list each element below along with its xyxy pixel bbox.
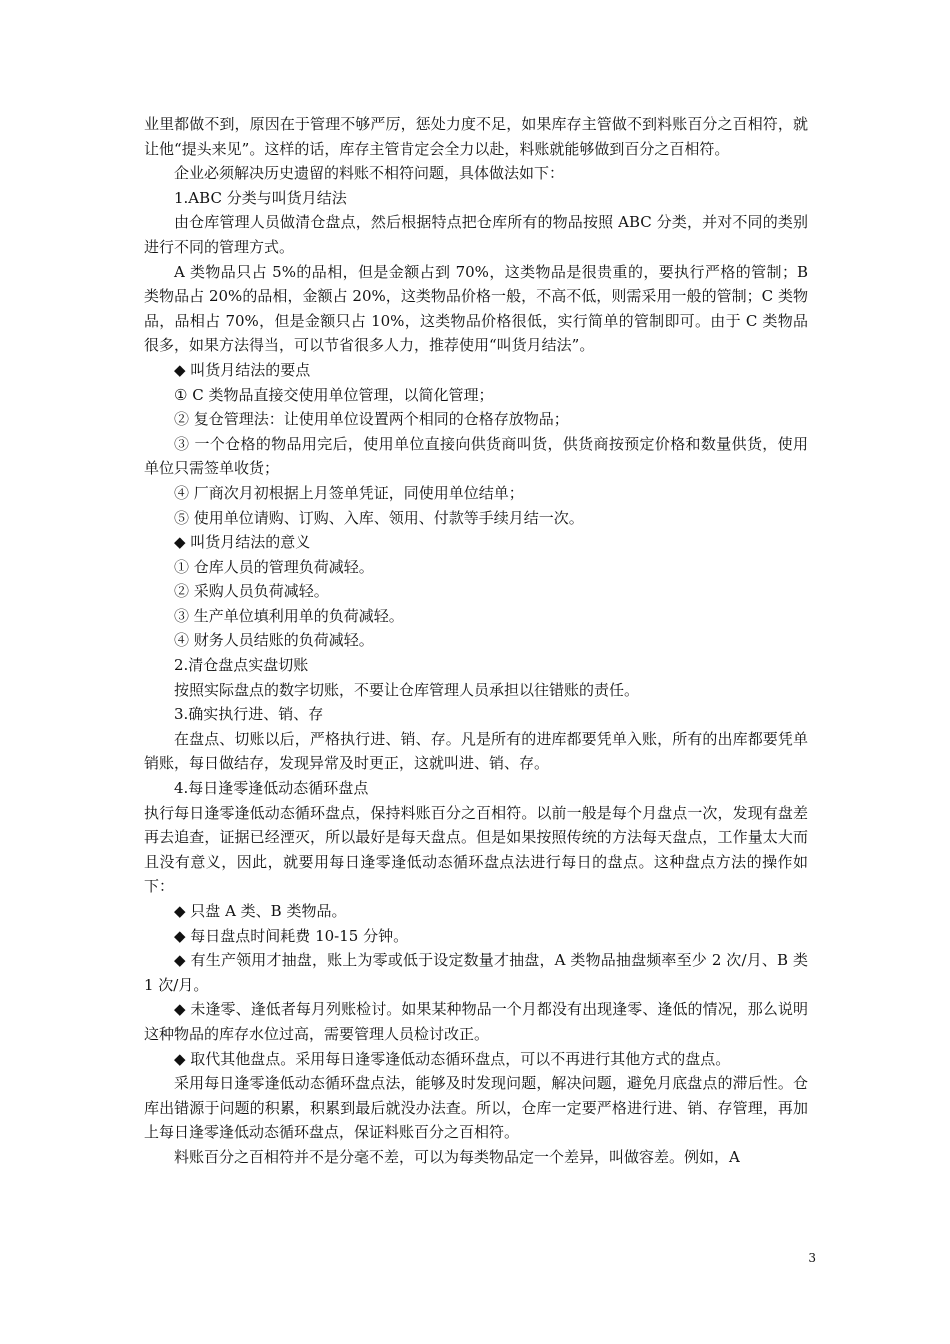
paragraph: ③ 一个仓格的物品用完后，使用单位直接向供货商叫货，供货商按预定价格和数量供货，使用单位只需签单收货； (144, 434, 808, 478)
paragraph: ① 仓库人员的管理负荷减轻。 (174, 557, 374, 576)
paragraph: 在盘点、切账以后，严格执行进、销、存。凡是所有的进库都要凭单入账，所有的出库都要凭单销账，每日做结存，发现异常及时更正，这就叫进、销、存。 (144, 729, 808, 773)
paragraph: ⑤ 使用单位请购、订购、入库、领用、付款等手续月结一次。 (174, 508, 584, 527)
paragraph: ① C 类物品直接交使用单位管理，以简化管理； (174, 385, 494, 404)
page-number: 3 (808, 1251, 816, 1265)
paragraph: 企业必须解决历史遗留的料账不相符问题，具体做法如下： (174, 164, 565, 183)
paragraph: 2.清仓盘点实盘切账 (174, 656, 309, 675)
paragraph: ② 采购人员负荷减轻。 (174, 582, 329, 601)
paragraph: 料账百分之百相符并不是分毫不差，可以为每类物品定一个差异，叫做容差。例如，A (174, 1147, 740, 1166)
paragraph: ◆ 未逢零、逢低者每月列账检讨。如果某种物品一个月都没有出现逢零、逢低的情况，那么说明这种物品的库存水位过高，需要管理人员检讨改正。 (144, 1000, 808, 1043)
paragraph: ◆ 叫货月结法的意义 (174, 533, 311, 552)
document-body (144, 112, 808, 1170)
paragraph: ◆ 每日盘点时间耗费 10-15 分钟。 (174, 926, 409, 945)
paragraph: ◆ 取代其他盘点。采用每日逢零逢低动态循环盘点，可以不再进行其他方式的盘点。 (174, 1049, 731, 1068)
paragraph: 按照实际盘点的数字切账，不要让仓库管理人员承担以往错账的责任。 (174, 680, 640, 699)
paragraph: ◆ 有生产领用才抽盘，账上为零或低于设定数量才抽盘，A 类物品抽盘频率至少 2 次/月、B 类 1 次/月。 (144, 951, 808, 994)
paragraph: 4.每日逢零逢低动态循环盘点 (174, 779, 369, 798)
paragraph: ④ 厂商次月初根据上月签单凭证，同使用单位结单； (174, 483, 524, 502)
paragraph: 3.确实执行进、销、存 (174, 705, 324, 724)
paragraph: ② 复仓管理法：让使用单位设置两个相同的仓格存放物品； (174, 410, 569, 429)
paragraph: ③ 生产单位填利用单的负荷减轻。 (174, 606, 404, 625)
paragraph: 业里都做不到，原因在于管理不够严厉，惩处力度不足，如果库存主管做不到料账百分之百相符，就让他“提头来见”。这样的话，库存主管肯定会全力以赴，料账就能够做到百分之百相符。 (144, 115, 808, 158)
paragraph: A 类物品只占 5%的品相，但是金额占到 70%，这类物品是很贵重的，要执行严格的管制；B 类物品占 20%的品相，金额占 20%，这类物品价格一般，不高不低，则需采用一般的管制；C 类物品，品相占 70%，但是金额只占 10%，这类物品价格很低，实行简单的管制即可。由于 C 类物品很多，如果方法得当，可以节省很多人力，推荐使用“叫货月结法”。 (144, 262, 808, 355)
paragraph: 由仓库管理人员做清仓盘点，然后根据特点把仓库所有的物品按照 ABC 分类，并对不同的类别进行不同的管理方式。 (144, 213, 808, 256)
paragraph: 执行每日逢零逢低动态循环盘点，保持料账百分之百相符。以前一般是每个月盘点一次，发现有盘差再去追查，证据已经湮灭，所以最好是每天盘点。但是如果按照传统的方法每天盘点，工作量太大而且没有意义，因此，就要用每日逢零逢低动态循环盘点法进行每日的盘点。这种盘点方法的操作如下： (144, 803, 808, 896)
paragraph: 采用每日逢零逢低动态循环盘点法，能够及时发现问题，解决问题，避免月底盘点的滞后性。仓库出错源于问题的积累，积累到最后就没办法查。所以，仓库一定要严格进行进、销、存管理，再加上每日逢零逢低动态循环盘点，保证料账百分之百相符。 (144, 1074, 808, 1142)
paragraph: ◆ 叫货月结法的要点 (174, 360, 311, 379)
paragraph: 1.ABC 分类与叫货月结法 (174, 188, 347, 207)
paragraph: ④ 财务人员结账的负荷减轻。 (174, 631, 374, 650)
paragraph: ◆ 只盘 A 类、B 类物品。 (174, 902, 347, 920)
